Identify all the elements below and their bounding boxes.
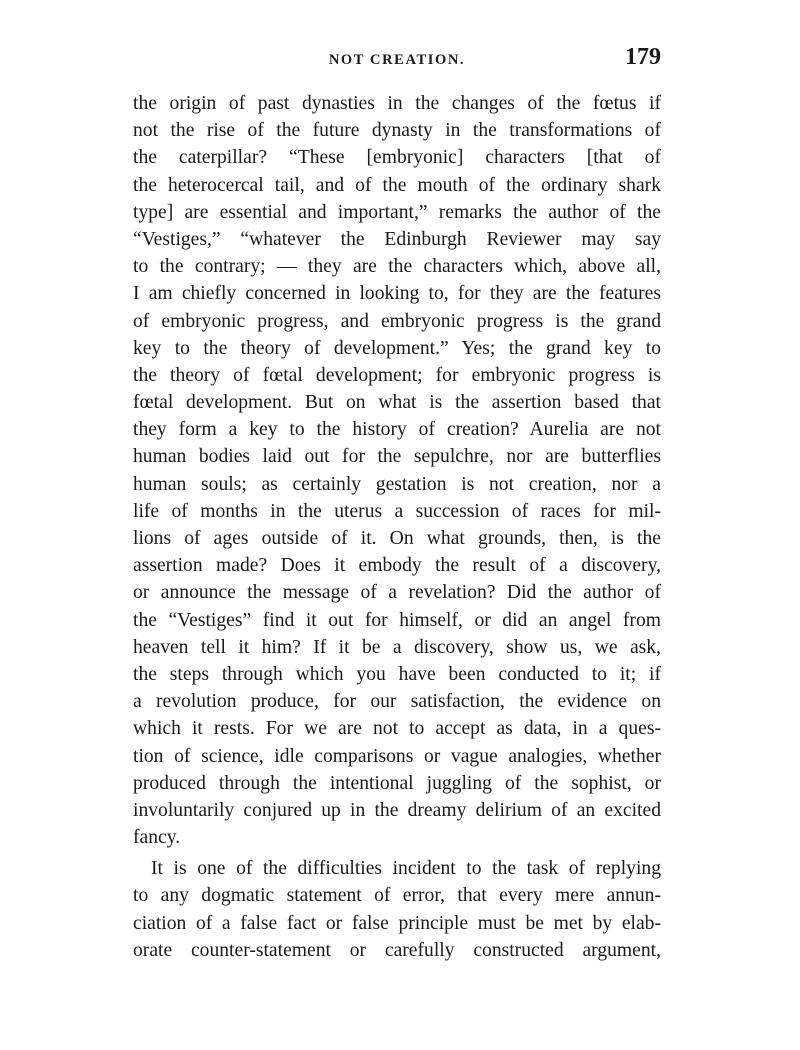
- text-line: key to the theory of development.” Yes; the grand key to: [133, 337, 661, 359]
- text-line: to any dogmatic statement of error, that every mere annun-: [133, 885, 661, 907]
- text-line: “Vestiges,” “whatever the Edinburgh Reviewer may say: [133, 228, 661, 250]
- text-line: fancy.: [133, 827, 181, 849]
- text-line: the heterocercal tail, and of the mouth of the ordinary shark: [133, 174, 661, 196]
- text-line: produced through the intentional juggling of the sophist, or: [133, 772, 661, 794]
- text-line: human souls; as certainly gestation is not creation, nor a: [133, 473, 661, 495]
- text-line: the origin of past dynasties in the changes of the fœtus if: [133, 93, 661, 114]
- text-line: life of months in the uterus a succession of races for mil-: [133, 500, 661, 522]
- text-line: the caterpillar? “These [embryonic] characters [that of: [133, 147, 661, 169]
- text-line: of embryonic progress, and embryonic progress is the grand: [133, 310, 661, 332]
- text-line: tion of science, idle comparisons or vague analogies, whether: [133, 745, 661, 767]
- text-line: human bodies laid out for the sepulchre, nor are butterflies: [133, 446, 661, 468]
- text-line: ciation of a false fact or false principle must be met by elab-: [133, 912, 661, 934]
- text-line: the theory of fœtal development; for embryonic progress is: [133, 364, 661, 386]
- text-line: It is one of the difficulties incident to the task of replying: [151, 858, 661, 880]
- text-line: fœtal development. But on what is the assertion based that: [133, 392, 661, 414]
- body-text: [133, 90, 661, 964]
- text-line: the steps through which you have been conducted to it; if: [133, 663, 661, 685]
- text-line: the “Vestiges” find it out for himself, or did an angel from: [133, 609, 661, 631]
- page-header: [133, 44, 661, 78]
- text-line: which it rests. For we are not to accept as data, in a ques-: [133, 718, 661, 740]
- text-line: assertion made? Does it embody the result of a discovery,: [133, 555, 661, 577]
- page-number: 179: [625, 44, 661, 70]
- text-line: not the rise of the future dynasty in the transformations of: [133, 120, 661, 142]
- text-line: lions of ages outside of it. On what grounds, then, is the: [133, 528, 661, 549]
- running-head: NOT CREATION.: [328, 52, 466, 68]
- text-line: I am chiefly concerned in looking to, for they are the features: [133, 283, 661, 305]
- text-line: heaven tell it him? If it be a discovery, show us, we ask,: [133, 636, 661, 658]
- text-line: or announce the message of a revelation? Did the author of: [133, 582, 661, 604]
- paragraph: [133, 855, 661, 964]
- text-line: they form a key to the history of creation? Aurelia are not: [133, 419, 661, 441]
- text-line: a revolution produce, for our satisfaction, the evidence on: [133, 691, 661, 713]
- text-line: to the contrary; — they are the characters which, above all,: [133, 256, 661, 278]
- text-line: orate counter-statement or carefully constructed argument,: [133, 939, 661, 961]
- paragraph: [133, 90, 661, 851]
- text-line: type] are essential and important,” remarks the author of the: [133, 201, 661, 223]
- text-line: involuntarily conjured up in the dreamy delirium of an excited: [133, 799, 661, 821]
